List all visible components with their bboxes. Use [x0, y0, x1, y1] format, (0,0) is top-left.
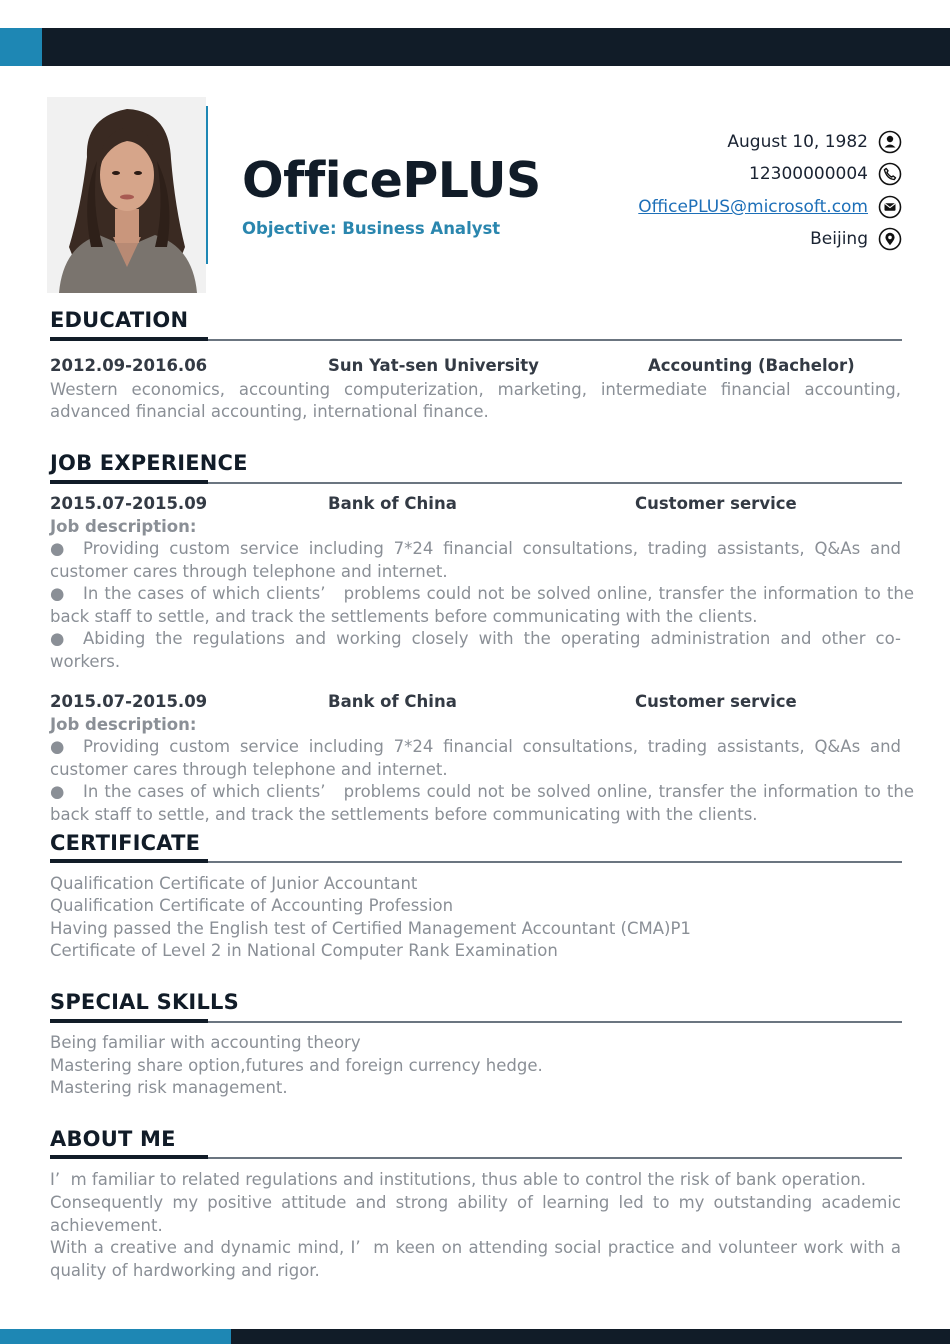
education-period: 2012.09-2016.06 — [50, 356, 208, 375]
section-title-experience: JOB EXPERIENCE — [50, 451, 248, 475]
top-banner-bar — [0, 28, 950, 66]
education-courses-line2: advanced financial accounting, international finance. — [50, 402, 489, 421]
bullet-dot: ● — [50, 782, 65, 801]
section-title-skills: SPECIAL SKILLS — [50, 990, 239, 1014]
section-rule-accent — [50, 480, 208, 484]
education-row — [50, 356, 902, 378]
job-bullet-text: Providing custom service including 7*24 financial consultations, trading assistants, Q&As and customer cares through telephone and internet. — [50, 737, 901, 779]
job-description-label: Job description: — [50, 517, 197, 536]
contact-birthday — [727, 129, 902, 155]
contact-location — [810, 226, 902, 252]
job-company: Bank of China — [328, 692, 457, 711]
bullet-dot: ● — [50, 737, 65, 756]
bullet-dot: ● — [50, 629, 65, 648]
phone-text: 12300000004 — [749, 164, 868, 184]
birthday-text: August 10, 1982 — [727, 132, 868, 152]
job-bullet — [50, 583, 914, 628]
job-bullet — [50, 736, 901, 781]
section-rule-education — [50, 339, 902, 341]
contact-email — [638, 194, 902, 220]
location-pin-circle-icon — [878, 227, 902, 251]
bottom-banner-bar — [0, 1329, 950, 1344]
section-rule-skills — [50, 1021, 902, 1023]
education-school: Sun Yat-sen University — [328, 356, 539, 375]
section-title-education: EDUCATION — [50, 308, 189, 332]
about-line: With a creative and dynamic mind, I’ m keen on attending social practice and volunteer work with a quality of hardworking and rigor. — [50, 1238, 901, 1280]
location-text: Beijing — [810, 229, 868, 249]
job-bullet — [50, 628, 901, 673]
section-rule-experience — [50, 482, 902, 484]
about-line: I’ m familiar to related regulations and institutions, thus able to control the risk of bank operation. — [50, 1170, 867, 1189]
job-bullet-text: Abiding the regulations and working closely with the operating administration and other co-workers. — [50, 629, 901, 671]
job-role: Customer service — [635, 692, 797, 711]
top-banner-accent — [0, 28, 42, 66]
header-divider — [206, 106, 208, 264]
email-link[interactable]: OfficePLUS@microsoft.com — [638, 197, 868, 217]
phone-circle-icon — [878, 162, 902, 186]
section-rule-accent — [50, 1155, 208, 1159]
bullet-dot: ● — [50, 539, 65, 558]
job-bullet-text: Providing custom service including 7*24 financial consultations, trading assistants, Q&As and customer cares through telephone and internet. — [50, 539, 901, 581]
about-line: Consequently my positive attitude and strong ability of learning led to my outstanding academic achievement. — [50, 1193, 901, 1235]
certificate-item: Having passed the English test of Certified Management Accountant (CMA)P1 — [50, 919, 691, 938]
candidate-name: OfficePLUS — [242, 152, 541, 209]
job-bullet-text: In the cases of which clients’ problems could not be solved online, transfer the information to the back staff to settle, and track the settlements before communicating with the clients. — [50, 584, 914, 626]
profile-photo — [47, 97, 206, 293]
objective: Objective: Business Analyst — [242, 219, 501, 238]
education-degree: Accounting (Bachelor) — [648, 356, 855, 375]
job-company: Bank of China — [328, 494, 457, 513]
bullet-dot: ● — [50, 584, 65, 603]
envelope-circle-icon — [878, 195, 902, 219]
job-role: Customer service — [635, 494, 797, 513]
section-title-about: ABOUT ME — [50, 1127, 176, 1151]
section-rule-accent — [50, 1019, 208, 1023]
job-row — [50, 494, 902, 516]
job-bullet — [50, 781, 914, 826]
section-title-certificate: CERTIFICATE — [50, 831, 201, 855]
section-rule-accent — [50, 859, 208, 863]
education-courses-line1: Western economics, accounting computerization, marketing, intermediate financial accounting, — [50, 380, 901, 399]
job-row — [50, 692, 902, 714]
certificate-item: Certificate of Level 2 in National Computer Rank Examination — [50, 941, 558, 960]
section-rule-accent — [50, 337, 208, 341]
skill-item: Being familiar with accounting theory — [50, 1033, 361, 1052]
job-description-label: Job description: — [50, 715, 197, 734]
skill-item: Mastering share option,futures and foreign currency hedge. — [50, 1056, 543, 1075]
certificate-item: Qualification Certificate of Accounting Profession — [50, 896, 454, 915]
job-period: 2015.07-2015.09 — [50, 494, 208, 513]
job-bullet — [50, 538, 901, 583]
profile-photo-illustration — [47, 97, 206, 293]
bottom-banner-accent — [0, 1329, 231, 1344]
section-rule-about — [50, 1157, 902, 1159]
person-circle-icon — [878, 130, 902, 154]
contact-phone — [749, 161, 902, 187]
skill-item: Mastering risk management. — [50, 1078, 288, 1097]
job-bullet-text: In the cases of which clients’ problems could not be solved online, transfer the information to the back staff to settle, and track the settlements before communicating with the clients. — [50, 782, 914, 824]
section-rule-certificate — [50, 861, 902, 863]
certificate-item: Qualification Certificate of Junior Accountant — [50, 874, 418, 893]
job-period: 2015.07-2015.09 — [50, 692, 208, 711]
